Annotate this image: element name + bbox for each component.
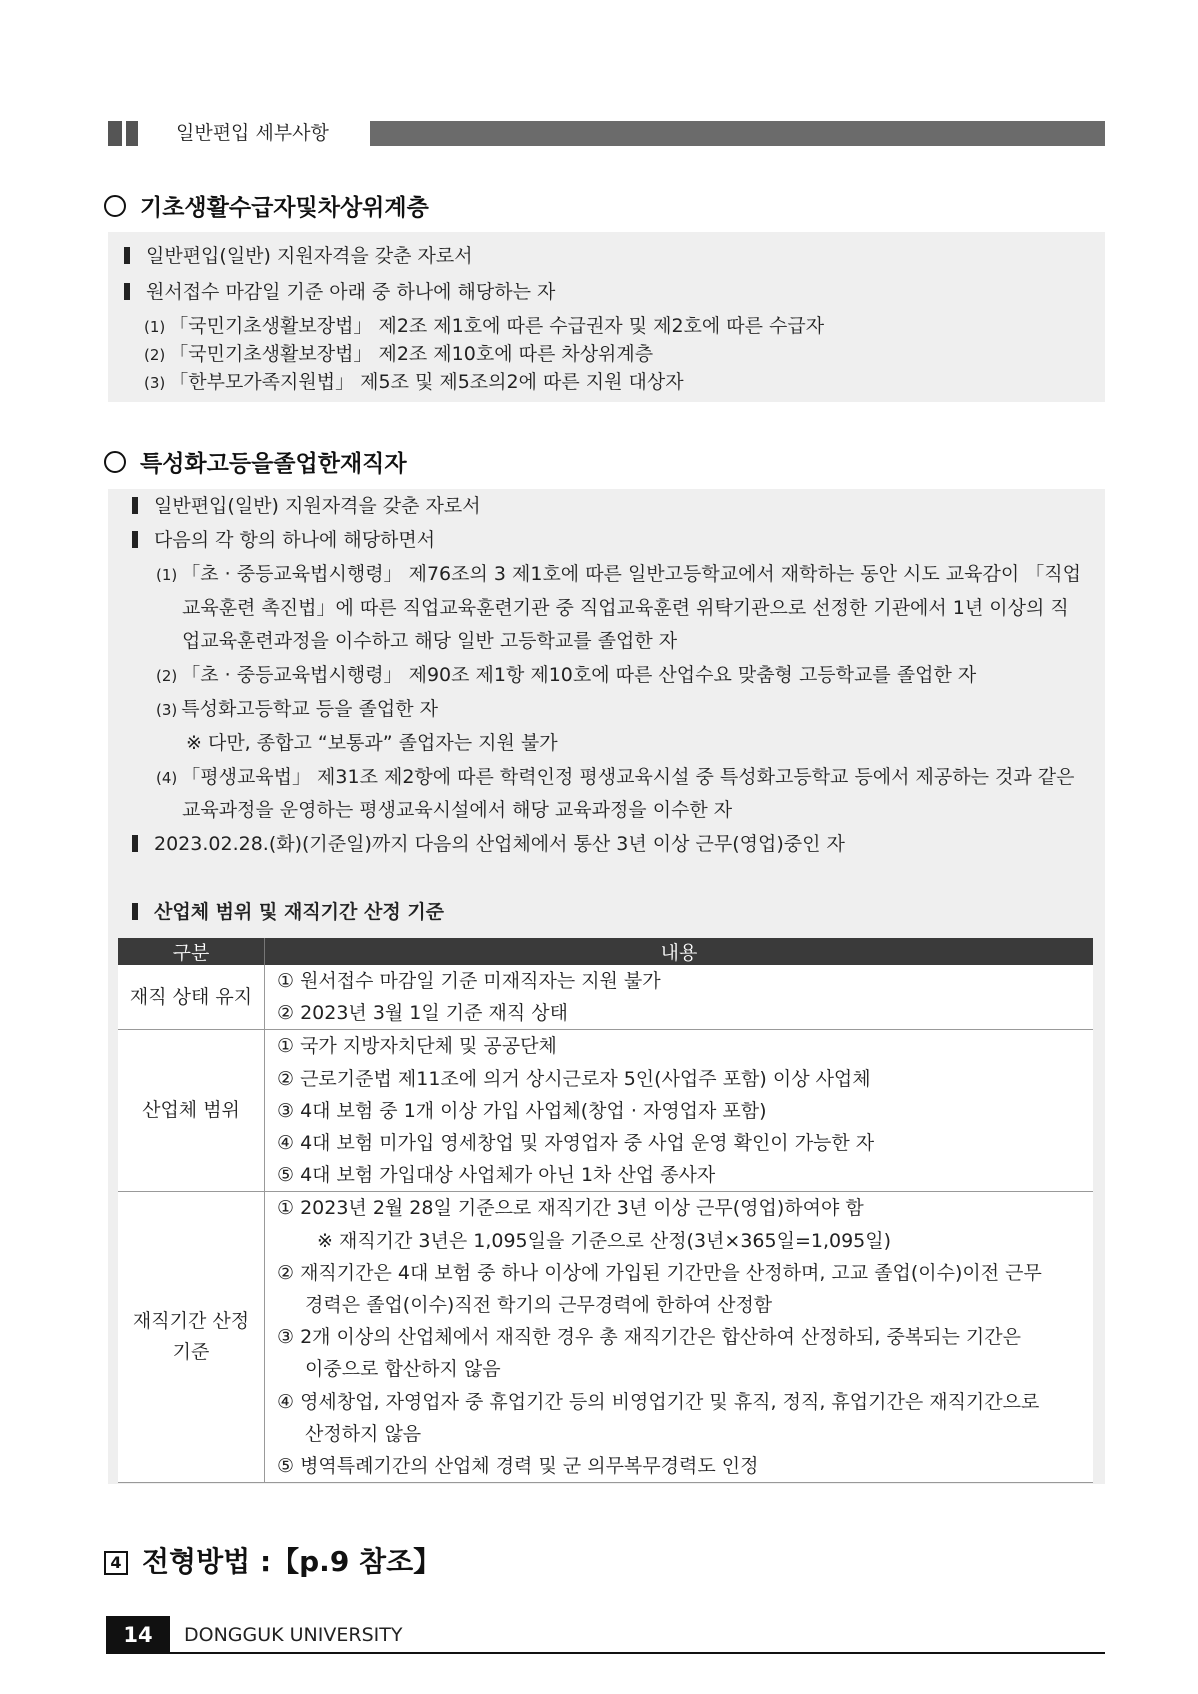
- row-item-cont: 이중으로 합산하지 않음: [305, 1358, 501, 1381]
- table-header-category: 구분: [118, 938, 265, 965]
- circle-icon: [104, 195, 126, 217]
- section3-title-text: 전형방법 :【p.9 참조】: [142, 1545, 442, 1578]
- row-item: ② 2023년 3월 1일 기준 재직 상태: [277, 1002, 568, 1025]
- section-number-box: 4: [104, 1551, 128, 1575]
- footer-university: DONGGUK UNIVERSITY: [184, 1624, 403, 1646]
- row-content: [265, 965, 1094, 1030]
- row-item-note: ※ 재직기간 3년은 1,095일을 기준으로 산정(3년×365일=1,095일): [317, 1229, 892, 1252]
- item-text: 「한부모가족지원법」 제5조 및 제5조의2에 따른 지원 대상자: [169, 371, 684, 393]
- section2-bullet: [132, 526, 435, 554]
- row-item: ④ 영세창업, 자영업자 중 휴업기간 등의 비영업기간 및 휴직, 정직, 휴업기간은 재직기간으로: [277, 1390, 1040, 1413]
- row-category-line: 재직기간 산정: [132, 1310, 250, 1333]
- row-item: ③ 2개 이상의 산업체에서 재직한 경우 총 재직기간은 합산하여 산정하되, 중복되는 기간은: [277, 1326, 1021, 1349]
- row-item: ④ 4대 보험 미가입 영세창업 및 자영업자 중 사업 운영 확인이 가능한 자: [277, 1132, 875, 1155]
- row-category-line: 기준: [172, 1341, 210, 1364]
- page-number: 14: [106, 1616, 170, 1654]
- section2-item-4-cont: 교육과정을 운영하는 평생교육시설에서 해당 교육과정을 이수한 자: [182, 799, 733, 821]
- item-text: 「초 · 중등교육법시행령」 제76조의 3 제1호에 따른 일반고등학교에서 재학하는 동안 시도 교육감이 「직업: [181, 563, 1081, 585]
- bullet-icon: [132, 835, 138, 852]
- item-text: 「초 · 중등교육법시행령」 제90조 제1항 제10호에 따른 산업수요 맞춤형 고등학교를 졸업한 자: [181, 664, 977, 686]
- table-header-row: [118, 938, 1093, 965]
- row-category: 재직 상태 유지: [118, 965, 265, 1030]
- section1-bullet: [124, 278, 555, 306]
- header-band: [370, 121, 1105, 146]
- bullet-text: 일반편입(일반) 지원자격을 갖춘 자로서: [154, 495, 481, 517]
- section1-title: [104, 193, 429, 223]
- bullet-icon: [132, 531, 138, 548]
- section1-item: [144, 368, 684, 397]
- row-item: ③ 4대 보험 중 1개 이상 가입 사업체(창업 · 자영업자 포함): [277, 1099, 767, 1122]
- circle-icon: [104, 451, 126, 473]
- bullet-icon: [132, 497, 138, 514]
- row-item: ⑤ 4대 보험 가입대상 사업체가 아닌 1차 산업 종사자: [277, 1164, 716, 1187]
- section1-bullet: [124, 242, 473, 270]
- row-item: ② 재직기간은 4대 보험 중 하나 이상에 가입된 기간만을 산정하며, 고교 졸업(이수)이전 근무: [277, 1261, 1042, 1284]
- bullet-icon: [124, 283, 130, 300]
- section2-item-3: [156, 695, 438, 724]
- row-item: ② 근로기준법 제11조에 의거 상시근로자 5인(사업주 포함) 이상 사업체: [277, 1067, 871, 1090]
- row-item: ⑤ 병역특례기간의 산업체 경력 및 군 의무복무경력도 인정: [277, 1455, 759, 1478]
- row-content: [265, 1030, 1094, 1192]
- section1-item: [144, 340, 653, 369]
- row-item: ① 원서접수 마감일 기준 미재직자는 지원 불가: [277, 970, 661, 992]
- item-text: 특성화고등학교 등을 졸업한 자: [181, 698, 438, 720]
- bullet-text: 일반편입(일반) 지원자격을 갖춘 자로서: [146, 245, 473, 267]
- row-content: [265, 1192, 1094, 1483]
- row-item: ① 2023년 2월 28일 기준으로 재직기간 3년 이상 근무(영업)하여야 함: [277, 1197, 864, 1220]
- bullet-text: 원서접수 마감일 기준 아래 중 하나에 해당하는 자: [146, 281, 556, 303]
- row-item: ① 국가 지방자치단체 및 공공단체: [277, 1035, 557, 1058]
- row-item-cont: 산정하지 않음: [305, 1422, 422, 1445]
- header-accent-bar: [126, 121, 138, 146]
- bullet-icon: [132, 903, 138, 920]
- item-text: 「국민기초생활보장법」 제2조 제1호에 따른 수급권자 및 제2호에 따른 수급자: [169, 315, 825, 337]
- section3-title: [104, 1544, 441, 1580]
- section2-item-1-cont: 업교육훈련과정을 이수하고 해당 일반 고등학교를 졸업한 자: [182, 630, 678, 652]
- section2-note: ※ 다만, 종합고 “보통과” 졸업자는 지원 불가: [186, 732, 558, 754]
- item-number: (1): [156, 566, 178, 584]
- item-number: (3): [144, 374, 166, 392]
- section2-item-4: [156, 763, 1074, 792]
- section2-bullet: [132, 492, 481, 520]
- bullet-icon: [124, 247, 130, 264]
- item-number: (2): [156, 667, 178, 685]
- section2-item-1-cont: 교육훈련 촉진법」에 따른 직업교육훈련기관 중 직업교육훈련 위탁기관으로 선정한 기관에서 1년 이상의 직: [182, 597, 1069, 619]
- footer-rule: [170, 1652, 1105, 1654]
- table-header-content: 내용: [265, 938, 1094, 965]
- section1-title-text: 기초생활수급자및차상위계층: [140, 195, 429, 221]
- table-row: [118, 1192, 1093, 1483]
- item-number: (1): [144, 318, 166, 336]
- row-category: 산업체 범위: [118, 1030, 265, 1192]
- criteria-table: [118, 938, 1093, 1483]
- bullet-text: 다음의 각 항의 하나에 해당하면서: [154, 529, 436, 551]
- section2-title: [104, 449, 407, 479]
- section2-item-2: [156, 661, 976, 690]
- table-title-text: 산업체 범위 및 재직기간 산정 기준: [154, 901, 445, 923]
- item-text: 「국민기초생활보장법」 제2조 제10호에 따른 차상위계층: [169, 343, 654, 365]
- row-category: [118, 1192, 265, 1483]
- row-item-cont: 경력은 졸업(이수)직전 학기의 근무경력에 한하여 산정함: [305, 1294, 773, 1317]
- item-number: (3): [156, 701, 178, 719]
- header-accent-bar: [108, 121, 122, 146]
- bullet-text: 2023.02.28.(화)(기준일)까지 다음의 산업체에서 통산 3년 이상 근무(영업)중인 자: [154, 833, 845, 855]
- item-number: (2): [144, 346, 166, 364]
- section2-bullet: [132, 830, 845, 858]
- item-text: 「평생교육법」 제31조 제2항에 따른 학력인정 평생교육시설 중 특성화고등학교 등에서 제공하는 것과 같은: [181, 766, 1075, 788]
- section1-item: [144, 312, 824, 341]
- header-title: 일반편입 세부사항: [176, 122, 329, 144]
- table-row: [118, 1030, 1093, 1192]
- table-row: [118, 965, 1093, 1030]
- item-number: (4): [156, 769, 178, 787]
- section2-title-text: 특성화고등을졸업한재직자: [140, 451, 407, 477]
- section2-item-1: [156, 560, 1081, 589]
- table-title: [132, 898, 444, 926]
